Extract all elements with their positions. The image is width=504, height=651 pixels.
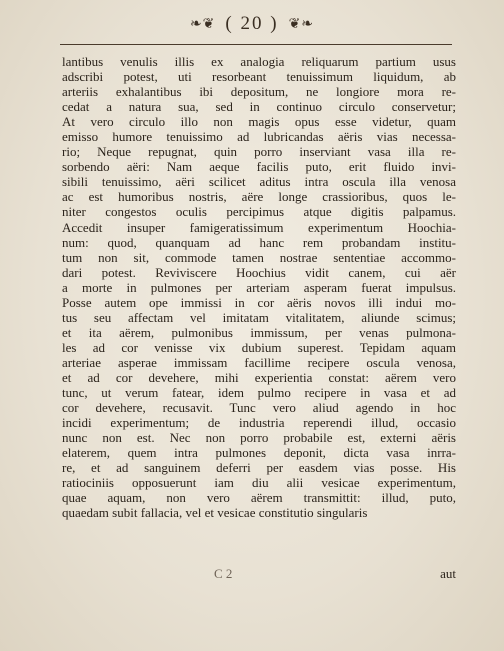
text-line: cor devehere, recusavit. Tunc vero aliud agendo in hoc — [62, 400, 456, 416]
text-line: tum non sit, commode tamen nostrae sententiae accommo- — [62, 249, 456, 265]
text-line: et ita aërem, pulmonibus immissum, per venas pulmona- — [62, 324, 456, 340]
header-rule — [60, 44, 452, 45]
text-line: emisso humore tenuissimo ad lubricandas aëris vias necessa- — [62, 129, 456, 145]
text-line: niter congestos oculis percipimus atque digitis palpamus. — [62, 204, 456, 220]
text-line: arteriae asperae immissam facillime recipere oscula venosa, — [62, 354, 456, 370]
text-line: Posse autem ope immissi in cor aëris novos illi indui mo- — [62, 294, 456, 310]
text-line: tus seu affectam vel imitatam vitalitatem, aliunde scimus; — [62, 309, 456, 325]
ornament-right-icon: ❦❧ — [288, 16, 315, 32]
ornament-left-icon: ❧❦ — [189, 16, 216, 32]
signature-mark: C 2 — [214, 566, 233, 581]
text-line: sorbendo aëri: Nam aeque facilis puto, erit fluido invi- — [62, 159, 456, 175]
text-line: num: quod, quanquam ad hanc rem probandam institu- — [62, 234, 456, 250]
text-line: rio; Neque repugnat, quin porro inserviant vasa illa re- — [62, 144, 456, 160]
text-line: adscribi potest, uti resorbeant tenuissimum liquidum, ab — [62, 69, 456, 85]
page-header — [0, 10, 504, 38]
text-line: ac est humoribus nostris, aëre longe crassioribus, quos le- — [62, 189, 456, 205]
text-line: et ad cor devehere, mihi experientia constat: aërem vero — [62, 369, 456, 385]
text-line: cedat a natura sua, sed in continuo circulo conservetur; — [62, 99, 456, 115]
text-line: les ad cor venisse vix dubium superest. Tepidam aquam — [62, 339, 456, 355]
page-number: ( 20 ) — [225, 13, 279, 34]
text-line: elaterem, quem intra pulmones deponit, dicta vasa inrra- — [62, 445, 456, 461]
body-text — [62, 54, 456, 520]
text-line: a morte in pulmones per arteriam asperam fuerat impulsus. — [62, 279, 456, 295]
catchword: aut — [440, 566, 456, 581]
text-line: At vero circulo illo non magis opus esse videtur, quam — [62, 114, 456, 130]
text-line: sibili tenuissimo, aëri scilicet aditus intra oscula illa venosa — [62, 174, 456, 190]
text-line: tunc, ut verum fatear, idem pulmo recipere in vasa et ad — [62, 385, 456, 401]
text-line: Accedit insuper famigeratissimum experimentum Hoochia- — [62, 219, 456, 235]
text-line: incidi experimentum; de industria reperendi illud, occasio — [62, 415, 456, 431]
text-line: dari potest. Reviviscere Hoochius vidit canem, cui aër — [62, 264, 456, 280]
page-footer — [62, 566, 456, 584]
text-line: quae aquam, non vero aërem transmittit: illud, puto, — [62, 490, 456, 506]
text-line: arteriis exhalantibus ibi depositum, ne longiore mora re- — [62, 84, 456, 100]
text-line: re, et ad sanguinem deferri per easdem vias posse. His — [62, 460, 456, 476]
text-line: lantibus venulis illis ex analogia reliquarum partium usus — [62, 54, 456, 69]
text-line: ratiociniis opposuerunt iam diu alii vesicae experimentum, — [62, 475, 456, 491]
text-line: quaedam subit fallacia, vel et vesicae constitutio singularis — [62, 505, 368, 521]
text-line: nunc non est. Nec non porro probabile est, externi aëris — [62, 430, 456, 446]
